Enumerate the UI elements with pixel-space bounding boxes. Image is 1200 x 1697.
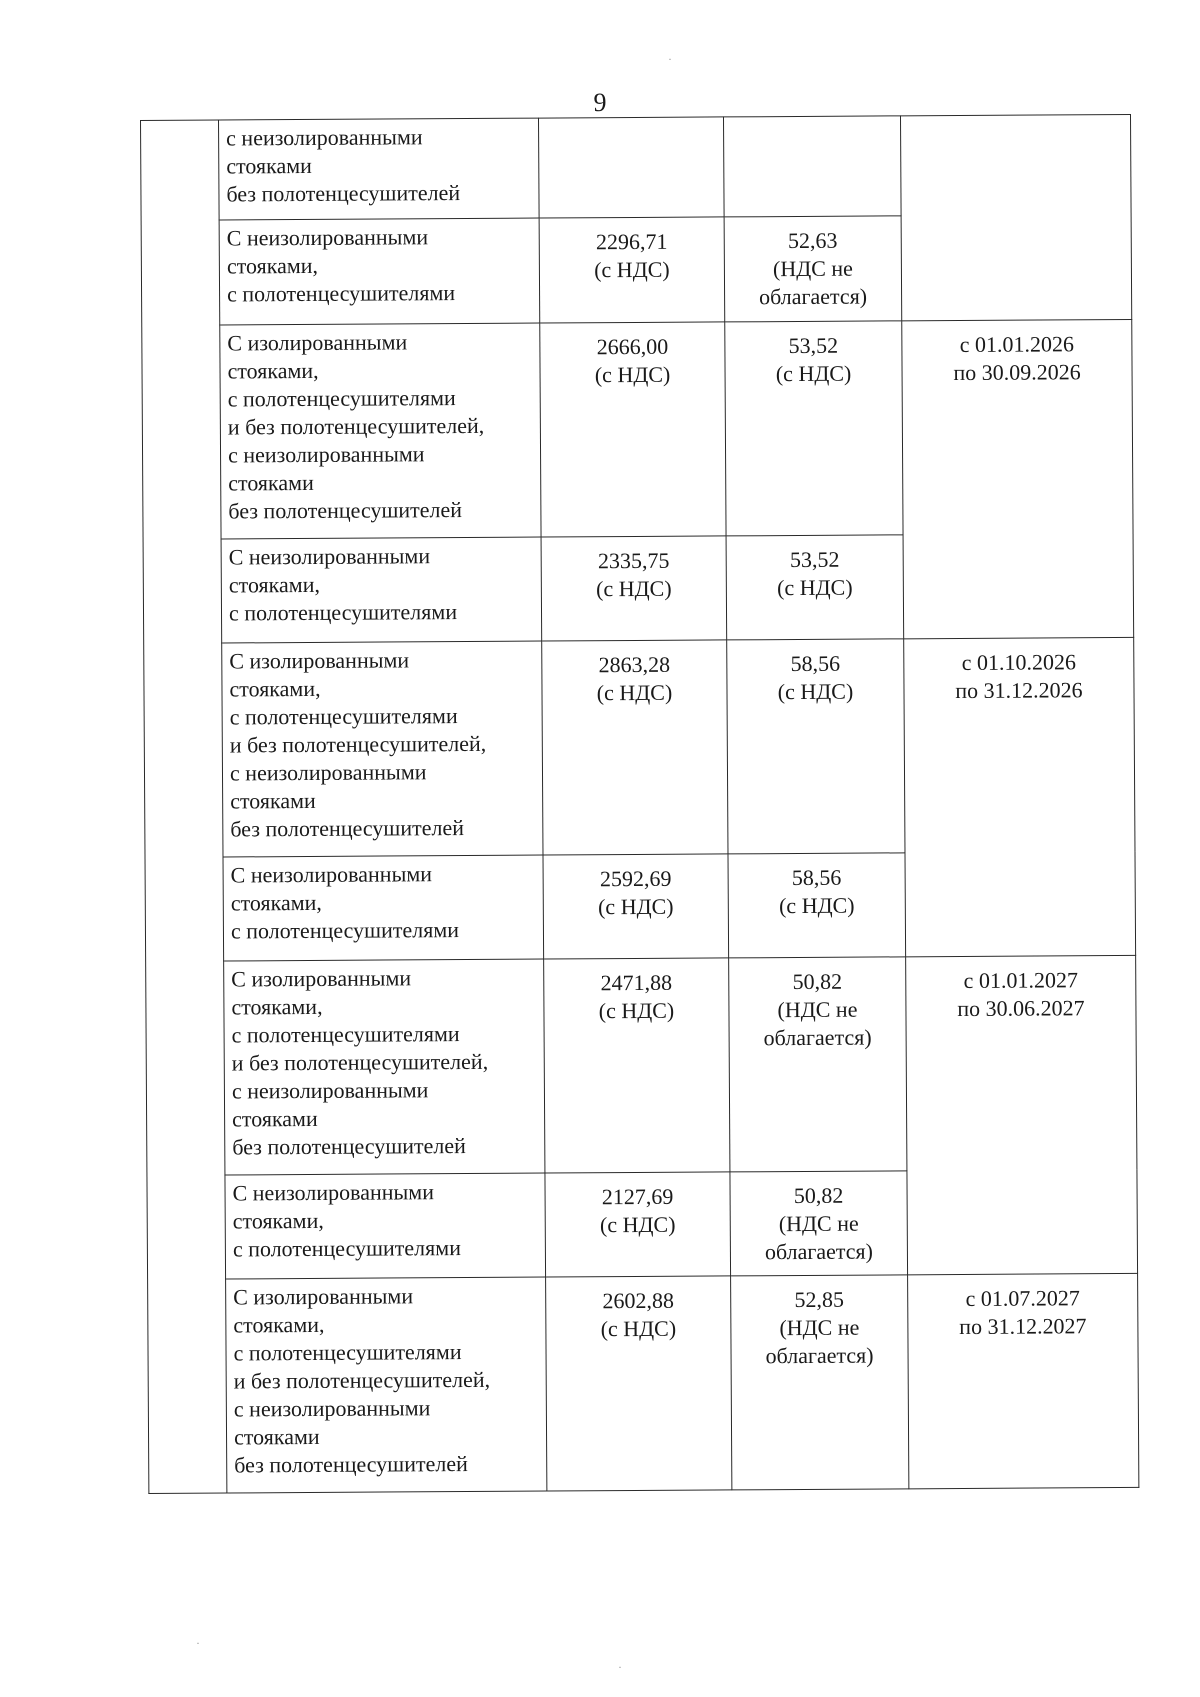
rate-cell: 58,56 (с НДС) — [727, 639, 905, 854]
description-cell: С изолированными стояками, с полотенцесушителями и без полотенцесушителей, с неизолированными стояками без полотенцесушителей — [220, 323, 541, 539]
page-number: 9 — [593, 88, 607, 117]
tariff-cell: 2127,69 (с НДС) — [545, 1172, 731, 1277]
description-cell: С изолированными стояками, с полотенцесушителями и без полотенцесушителей, с неизолированными стояками без полотенцесушителей — [222, 641, 543, 857]
rate-cell: 52,63 (НДС не облагается) — [724, 216, 902, 322]
rate-cell: 50,82 (НДС не облагается) — [730, 1171, 908, 1276]
rate-cell: 53,52 (с НДС) — [725, 321, 903, 536]
description-cell: с неизолированными стояками без полотенцесушителей — [219, 118, 540, 220]
description-cell: С изолированными стояками, с полотенцесушителями и без полотенцесушителей, с неизолированными стояками без полотенцесушителей — [226, 1277, 547, 1493]
rate-cell: 50,82 (НДС не облагается) — [729, 957, 907, 1172]
table-row — [142, 319, 1133, 539]
scan-speck: · — [618, 1660, 622, 1674]
period-cell: с 01.01.2027 по 30.06.2027 — [906, 955, 1138, 1274]
tariff-cell: 2666,00 (с НДС) — [540, 322, 726, 537]
table-row — [148, 1273, 1139, 1493]
rate-cell: 52,85 (НДС не облагается) — [731, 1275, 909, 1490]
rate-cell — [723, 116, 901, 217]
tariff-cell: 2863,28 (с НДС) — [542, 640, 728, 855]
tariff-cell: 2335,75 (с НДС) — [541, 536, 727, 641]
period-cell: с 01.07.2027 по 31.12.2027 — [908, 1273, 1139, 1488]
period-cell — [900, 114, 1131, 320]
period-cell: с 01.01.2026 по 30.09.2026 — [902, 319, 1134, 638]
table-row — [141, 114, 1132, 220]
scan-speck: · — [196, 1636, 200, 1650]
rate-cell: 58,56 (с НДС) — [728, 853, 906, 958]
index-column-cell — [141, 120, 227, 1493]
tariff-table — [140, 114, 1139, 1494]
tariff-cell: 2602,88 (с НДС) — [546, 1276, 732, 1491]
description-cell: С неизолированными стояками, с полотенцесушителями — [221, 537, 542, 643]
tariff-cell: 2471,88 (с НДС) — [544, 958, 730, 1173]
scan-speck: · — [668, 52, 672, 66]
description-cell: С изолированными стояками, с полотенцесушителями и без полотенцесушителей, с неизолированными стояками без полотенцесушителей — [224, 959, 545, 1175]
table-row — [146, 955, 1137, 1175]
description-cell: С неизолированными стояками, с полотенцесушителями — [219, 218, 540, 325]
table-row — [144, 637, 1135, 857]
tariff-cell: 2296,71 (с НДС) — [539, 217, 725, 323]
rate-cell: 53,52 (с НДС) — [726, 535, 904, 640]
tariff-cell — [538, 117, 724, 218]
description-cell: С неизолированными стояками, с полотенцесушителями — [223, 855, 544, 961]
description-cell: С неизолированными стояками, с полотенцесушителями — [225, 1173, 546, 1279]
period-cell: с 01.10.2026 по 31.12.2026 — [904, 637, 1136, 956]
tariff-cell: 2592,69 (с НДС) — [543, 854, 729, 959]
